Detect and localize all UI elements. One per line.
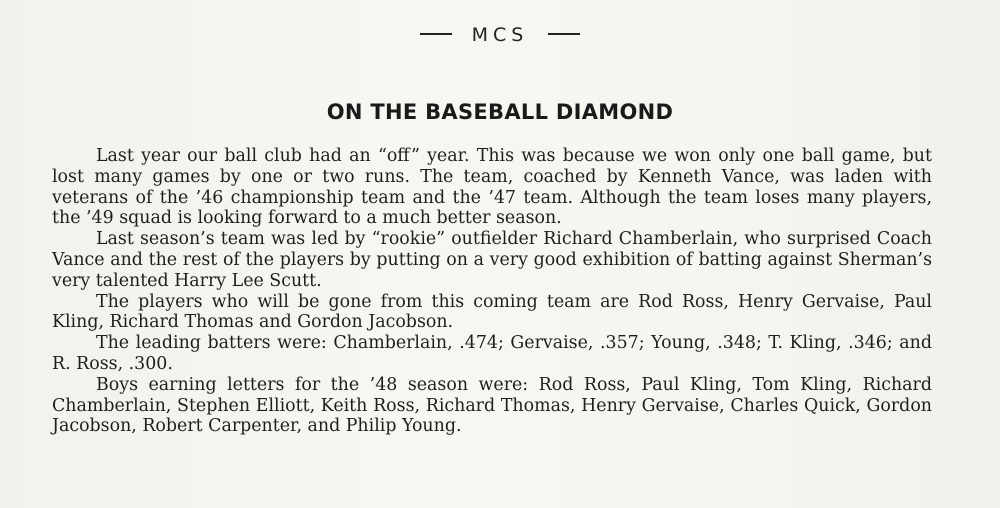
article-paragraph: Last year our ball club had an “off” year. This was because we won only one ball game, but lost many games by one or two runs. The team, coached by Kenneth Vance, was laden with veterans of the ’46 championship team and the ’47 team. Although the team loses many players, the ’49 squad is looking forward to a much better season. bbox=[52, 146, 932, 229]
header-left-rule bbox=[420, 33, 452, 35]
article-paragraph: Last season’s team was led by “rookie” outfielder Richard Chamberlain, who surprised Coach Vance and the rest of the players by putting on a very good exhibition of batting against Sherman’s very talented Harry Lee Scutt. bbox=[52, 229, 932, 291]
article-paragraph: The leading batters were: Chamberlain, .474; Gervaise, .357; Young, .348; T. Kling, .346; and R. Ross, .300. bbox=[52, 333, 932, 374]
page-header bbox=[0, 24, 1000, 46]
article-paragraph: The players who will be gone from this coming team are Rod Ross, Henry Gervaise, Paul Kling, Richard Thomas and Gordon Jacobson. bbox=[52, 291, 932, 333]
article-paragraph: Boys earning letters for the ’48 season were: Rod Ross, Paul Kling, Tom Kling, Richard Chamberlain, Stephen Elliott, Keith Ross, Richard Thomas, Henry Gervaise, Charles Quick, Gordon Jacobson, Robert Carpenter, and Philip Young. bbox=[52, 374, 932, 437]
article-body bbox=[52, 146, 932, 437]
header-right-rule bbox=[548, 33, 580, 35]
header-label: MCS bbox=[471, 24, 529, 46]
article-title: ON THE BASEBALL DIAMOND bbox=[326, 100, 674, 124]
